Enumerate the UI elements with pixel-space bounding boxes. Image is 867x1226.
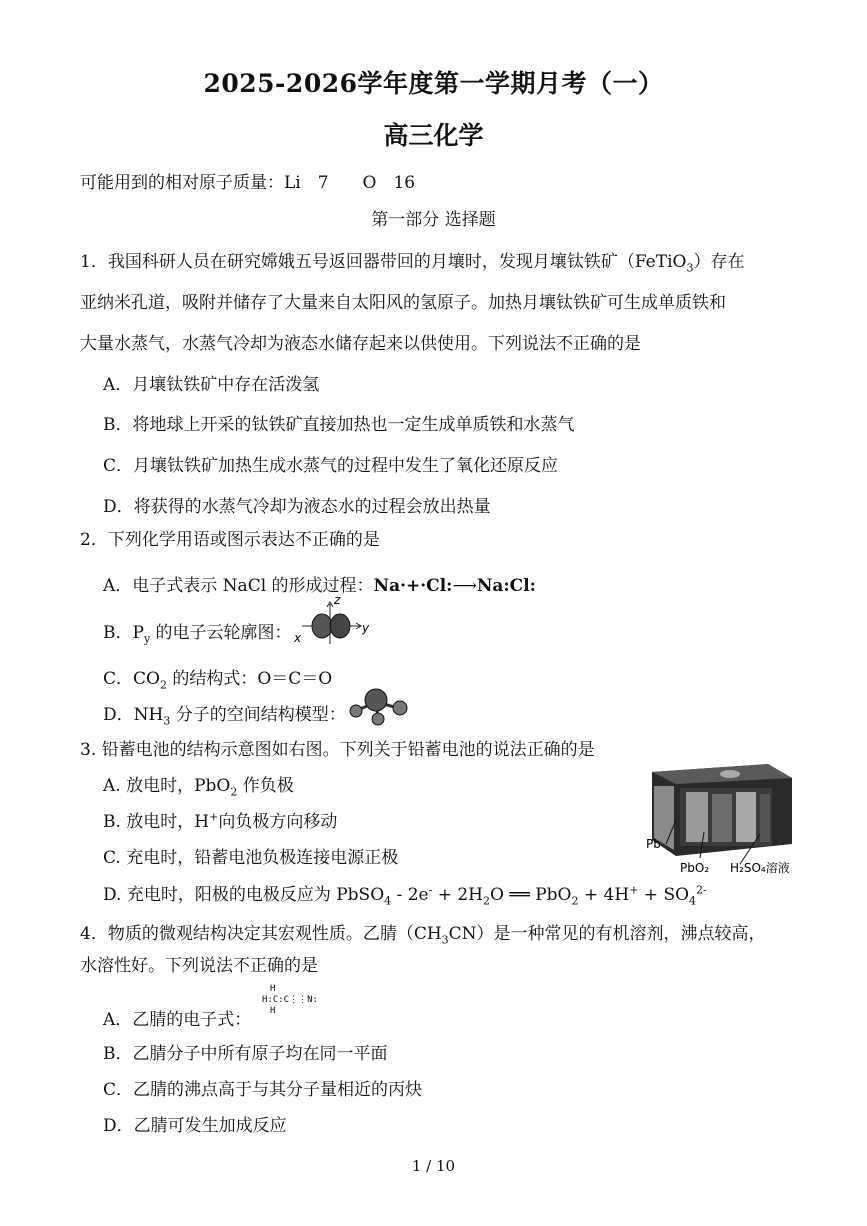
orbital-lobe-left bbox=[312, 614, 332, 638]
q4-line-1: 4．物质的微观结构决定其宏观性质。乙腈$(CH_3CN)$是一种常见的有机溶剂，沸点较高， bbox=[80, 924, 766, 947]
label-pbo2: PbO₂ bbox=[680, 861, 710, 875]
q4-option-b: B．乙腈分子中所有原子均在同一平面 bbox=[103, 1044, 388, 1064]
q4-option-c: C．乙腈的沸点高于与其分子量相近的丙炔 bbox=[103, 1080, 423, 1100]
q3-stem: 3. 铅蓄电池的结构示意图如右图。下列关于铅蓄电池的说法正确的是 bbox=[80, 740, 595, 760]
label-pb: Pb bbox=[646, 837, 661, 851]
q1-option-d: D．将获得的水蒸气冷却为液态水的过程会放出热量 bbox=[103, 497, 491, 517]
q3-option-b: B. 放电时，H+向负极方向移动 bbox=[103, 810, 338, 832]
q1-option-b: B．将地球上开采的钛铁矿直接加热也一定生成单质铁和水蒸气 bbox=[103, 415, 575, 435]
h-atom bbox=[372, 713, 384, 725]
q2-option-d: D．$NH_3$ 分子的空间结构模型： bbox=[103, 705, 346, 728]
axis-x-label: x bbox=[294, 631, 302, 645]
q4-option-d: D．乙腈可发生加成反应 bbox=[103, 1116, 287, 1136]
formula-main: H:C:C⋮⋮N: bbox=[262, 995, 318, 1005]
q4-line-2: 水溶性好。下列说法不正确的是 bbox=[80, 956, 318, 976]
page-number: 1 / 10 bbox=[411, 1157, 456, 1175]
exam-title: 2025-2026学年度第一学期月考（一） bbox=[203, 69, 664, 98]
q1-line-1: 1．我国科研人员在研究嫦娥五号返回器带回的月壤时，发现月壤钛铁矿（FeTiO$_3$）存在 bbox=[80, 252, 745, 275]
acetonitrile-electron-formula bbox=[262, 984, 318, 1017]
q3-option-c: C. 充电时，铅蓄电池负极连接电源正极 bbox=[103, 848, 399, 868]
label-h2so4: H₂SO₄溶液 bbox=[730, 861, 790, 875]
section-heading: 第一部分 选择题 bbox=[371, 210, 496, 230]
nacl-formation-left: Na·+·Cl: bbox=[373, 576, 453, 596]
n-atom bbox=[365, 689, 387, 711]
q1-option-c: C．月壤钛铁矿加热生成水蒸气的过程中发生了氧化还原反应 bbox=[103, 456, 559, 476]
formula-h-bottom: H bbox=[270, 1006, 276, 1016]
nh3-model-diagram bbox=[346, 686, 412, 726]
h-atom bbox=[393, 701, 407, 715]
reaction-arrow-icon: ⟶ bbox=[452, 576, 477, 596]
subject-title: 高三化学 bbox=[383, 121, 484, 150]
q2-option-a: A．电子式表示 NaCl 的形成过程：Na·+·Cl:⟶Na:Cl: bbox=[103, 576, 536, 596]
atomic-mass-note: 可能用到的相对原子质量：Li 7 O 16 bbox=[80, 173, 416, 193]
axis-y-label: y bbox=[362, 621, 370, 635]
nacl-formation-right: Na:Cl: bbox=[476, 576, 536, 596]
q1-option-a: A．月壤钛铁矿中存在活泼氢 bbox=[103, 375, 320, 395]
q1-line-3: 大量水蒸气，水蒸气冷却为液态水储存起来以供使用。下列说法不正确的是 bbox=[80, 334, 641, 354]
axis-z-label: z bbox=[334, 596, 341, 607]
formula-h-top: H bbox=[270, 984, 276, 994]
q2-option-b: B．$P_y$ 的电子云轮廓图： bbox=[103, 623, 292, 646]
q3-option-d: D. 充电时，阳极的电极反应为 PbSO$_4$ - $2e^- + 2H_2O$ ══ $PbO_2 + 4H^+ + SO_4^{2-}$ bbox=[103, 883, 707, 908]
q2-stem: 2．下列化学用语或图示表达不正确的是 bbox=[80, 530, 380, 550]
q1-line-2: 亚纳米孔道，吸附并储存了大量来自太阳风的氢原子。加热月壤钛铁矿可生成单质铁和 bbox=[80, 293, 726, 313]
orbital-lobe-right bbox=[330, 614, 350, 638]
q4-option-a: A．乙腈的电子式： bbox=[103, 1010, 252, 1030]
q2-option-c: C．$CO_2$ 的结构式：O＝C＝O bbox=[103, 669, 333, 692]
py-orbital-diagram bbox=[292, 596, 372, 648]
lead-acid-battery-image bbox=[640, 760, 800, 880]
q3-option-a: A. 放电时，PbO$_2$ 作负极 bbox=[103, 776, 294, 799]
h-atom bbox=[350, 705, 362, 717]
